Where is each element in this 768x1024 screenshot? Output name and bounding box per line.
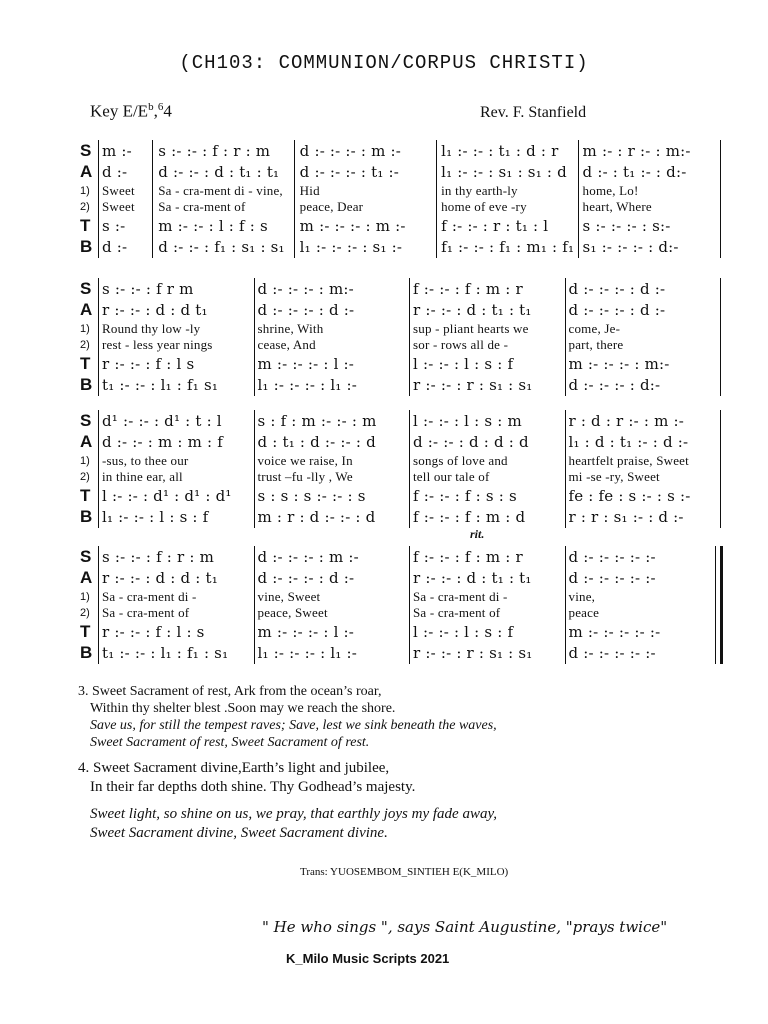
composer: Rev. F. Stanfield bbox=[480, 104, 587, 121]
row-label: S bbox=[80, 141, 92, 160]
bar-line bbox=[98, 278, 99, 396]
measure-cell: f :- :- : f : s : s bbox=[413, 487, 517, 505]
measure-cell: r :- :- : d : t₁ : t₁ bbox=[413, 301, 532, 319]
voice-row bbox=[80, 236, 720, 258]
measure-cell: r :- :- : d : t₁ : t₁ bbox=[413, 569, 532, 587]
lyric-cell: come, Je- bbox=[568, 321, 621, 336]
lyric-cell: sor - rows all de - bbox=[413, 337, 509, 352]
bar-line bbox=[565, 546, 566, 664]
row-label: B bbox=[80, 237, 93, 256]
verse-3-line: Save us, for still the tempest raves; Save, lest we sink beneath the waves, bbox=[90, 718, 497, 733]
verse-4-line: In their far depths doth shine. Thy Godhead’s majesty. bbox=[90, 779, 416, 795]
page-title: (CH103: COMMUNION/CORPUS CHRISTI) bbox=[179, 52, 589, 74]
row-label: 1) bbox=[80, 323, 90, 335]
measure-cell: d :- :- :- :- :- bbox=[568, 548, 656, 566]
measure-cell: m :- :- : l : f : s bbox=[158, 217, 268, 235]
measure-cell: t₁ :- :- : l₁ : f₁ s₁ bbox=[102, 376, 219, 394]
lyric-cell: trust –fu -lly , We bbox=[257, 469, 353, 484]
lyric-cell: Sweet bbox=[102, 183, 135, 198]
row-label: 1) bbox=[80, 591, 90, 603]
bar-line bbox=[409, 278, 410, 396]
voice-row bbox=[80, 353, 720, 375]
lyric-cell: -sus, to thee our bbox=[102, 453, 189, 468]
measure-cell: d :- :- :- : m:- bbox=[257, 280, 354, 298]
bar-line bbox=[720, 278, 721, 396]
lyric-row bbox=[80, 198, 720, 216]
voice-row bbox=[80, 431, 720, 453]
measure-cell: d :- :- :- : d :- bbox=[257, 301, 355, 319]
measure-cell: s :- bbox=[102, 217, 126, 235]
measure-cell: r :- :- : r : s₁ : s₁ bbox=[413, 644, 533, 662]
lyric-cell: Sa - cra-ment di - vine, bbox=[158, 183, 283, 198]
voice-row bbox=[80, 621, 720, 643]
lyric-cell: tell our tale of bbox=[413, 469, 490, 484]
measure-cell: d :- :- :- : d :- bbox=[568, 280, 666, 298]
lyric-cell: peace, Sweet bbox=[257, 605, 328, 620]
measure-cell: f :- :- : f : m : r bbox=[413, 280, 523, 298]
measure-cell: d :- :- :- : t₁ :- bbox=[299, 163, 400, 181]
voice-row bbox=[80, 567, 720, 589]
measure-cell: f₁ :- :- : f₁ : m₁ : f₁ bbox=[441, 238, 575, 256]
bar-line bbox=[294, 140, 295, 258]
verse-4-line: Sweet Sacrament divine, Sweet Sacrament divine. bbox=[90, 825, 388, 841]
lyric-cell: Sweet bbox=[102, 199, 135, 214]
row-label: T bbox=[80, 216, 91, 235]
bar-line bbox=[254, 410, 255, 528]
lyric-cell: home of eve -ry bbox=[441, 199, 527, 214]
lyric-cell: home, Lo! bbox=[582, 183, 639, 198]
bar-line bbox=[720, 410, 721, 528]
row-label: 1) bbox=[80, 185, 90, 197]
measure-cell: r :- :- : d : d : t₁ bbox=[102, 569, 218, 587]
measure-cell: d :- :- :- : d:- bbox=[568, 376, 661, 394]
lyric-cell: Sa - cra-ment di - bbox=[102, 589, 197, 604]
measure-cell: d :- : t₁ :- : d:- bbox=[582, 163, 687, 181]
measure-cell: l :- :- : d¹ : d¹ : d¹ bbox=[102, 487, 232, 505]
bar-line bbox=[409, 546, 410, 664]
bar-line bbox=[409, 410, 410, 528]
measure-cell: s : s : s :- :- : s bbox=[257, 487, 366, 505]
bar-line bbox=[720, 140, 721, 258]
measure-cell: m :- bbox=[102, 142, 132, 160]
row-label: A bbox=[80, 300, 93, 319]
measure-cell: r :- :- : r : s₁ : s₁ bbox=[413, 376, 533, 394]
measure-cell: l₁ :- :- : l : s : f bbox=[102, 508, 209, 526]
bar-line bbox=[254, 278, 255, 396]
lyric-row bbox=[80, 604, 720, 622]
lyric-cell: sup - pliant hearts we bbox=[413, 321, 529, 336]
measure-cell: l₁ : d : t₁ :- : d :- bbox=[568, 433, 689, 451]
measure-cell: d :- :- :- : m :- bbox=[299, 142, 402, 160]
measure-cell: l₁ :- :- :- : s₁ :- bbox=[299, 238, 403, 256]
measure-cell: d :- :- : m : m : f bbox=[102, 433, 223, 451]
measure-cell: f :- :- : f : m : r bbox=[413, 548, 523, 566]
lyric-cell: Sa - cra-ment of bbox=[158, 199, 246, 214]
verse-3 bbox=[78, 683, 497, 751]
voice-row bbox=[80, 215, 720, 237]
lyric-cell: heart, Where bbox=[582, 199, 652, 214]
row-label: B bbox=[80, 375, 93, 394]
row-label: 1) bbox=[80, 455, 90, 467]
voice-row bbox=[80, 546, 720, 568]
measure-cell: d :- :- : d : d : d bbox=[413, 433, 529, 451]
measure-cell: m :- : r :- : m:- bbox=[582, 142, 691, 160]
lyric-cell: rest - less year nings bbox=[102, 337, 213, 352]
row-label: A bbox=[80, 432, 93, 451]
lyric-cell: Sa - cra-ment of bbox=[102, 605, 190, 620]
lyric-cell: cease, And bbox=[257, 337, 316, 352]
measure-cell: r :- :- : f : l s bbox=[102, 355, 195, 373]
row-label: T bbox=[80, 354, 91, 373]
measure-cell: d :- :- :- : d :- bbox=[568, 301, 666, 319]
measure-cell: s : f : m :- :- : m bbox=[257, 412, 377, 430]
row-label: B bbox=[80, 643, 93, 662]
measure-cell: l :- :- : l : s : f bbox=[413, 623, 514, 641]
lyric-cell: shrine, With bbox=[257, 321, 324, 336]
measure-cell: d :- :- :- :- :- bbox=[568, 644, 656, 662]
augustine-quote: " He who sings ", says Saint Augustine, "prays twice" bbox=[262, 918, 668, 936]
voice-row bbox=[80, 506, 720, 528]
measure-cell: r :- :- : d : d t₁ bbox=[102, 301, 208, 319]
measure-cell: d :- bbox=[102, 238, 128, 256]
lyric-cell: vine, bbox=[568, 589, 596, 604]
lyric-cell: peace bbox=[568, 605, 600, 620]
measure-cell: d :- :- : d : t₁ : t₁ bbox=[158, 163, 280, 181]
measure-cell: s :- :- : f : r : m bbox=[102, 548, 214, 566]
lyric-cell: in thy earth-ly bbox=[441, 183, 518, 198]
time-bottom: 4 bbox=[163, 101, 172, 121]
row-label: A bbox=[80, 162, 93, 181]
verse-4-line: Sweet light, so shine on us, we pray, that earthly joys my fade away, bbox=[90, 806, 498, 822]
lyric-row bbox=[80, 468, 720, 486]
measure-cell: f :- :- : r : t₁ : l bbox=[441, 217, 549, 235]
row-label: T bbox=[80, 622, 91, 641]
footer-credit: K_Milo Music Scripts 2021 bbox=[286, 951, 450, 966]
measure-cell: l₁ :- :- : t₁ : d : r bbox=[441, 142, 559, 160]
measure-cell: m :- :- :- : m :- bbox=[299, 217, 406, 235]
lyric-cell: vine, Sweet bbox=[257, 589, 321, 604]
voice-row bbox=[80, 140, 720, 162]
measure-cell: d :- :- : f₁ : s₁ : s₁ bbox=[158, 238, 285, 256]
lyric-row bbox=[80, 336, 720, 354]
bar-line bbox=[254, 546, 255, 664]
measure-cell: m :- :- :- : m:- bbox=[568, 355, 670, 373]
time-top: 6 bbox=[157, 101, 164, 113]
bar-line bbox=[565, 278, 566, 396]
bar-line bbox=[565, 410, 566, 528]
voice-row bbox=[80, 485, 720, 507]
voice-row bbox=[80, 374, 720, 396]
ritardando-marking: rit. bbox=[470, 527, 485, 541]
translator-credit: Trans: YUOSEMBOM_SINTIEH E(K_MILO) bbox=[300, 866, 509, 878]
measure-group bbox=[98, 199, 720, 215]
bar-line bbox=[720, 546, 723, 664]
measure-cell: t₁ :- :- : l₁ : f₁ : s₁ bbox=[102, 644, 229, 662]
lyric-cell: Round thy low -ly bbox=[102, 321, 201, 336]
measure-cell: d¹ :- :- : d¹ : t : l bbox=[102, 412, 222, 430]
measure-cell: m :- :- :- : l :- bbox=[257, 623, 355, 641]
measure-cell: l₁ :- :- :- : l₁ :- bbox=[257, 644, 358, 662]
bar-line bbox=[578, 140, 579, 258]
row-label: 2) bbox=[80, 471, 90, 483]
lyric-cell: Hid bbox=[299, 183, 320, 198]
measure-cell: s₁ :- :- :- : d:- bbox=[582, 238, 679, 256]
row-label: 2) bbox=[80, 339, 90, 351]
measure-cell: m :- :- :- : l :- bbox=[257, 355, 355, 373]
measure-group bbox=[98, 142, 720, 160]
measure-cell: d :- bbox=[102, 163, 128, 181]
row-label: B bbox=[80, 507, 93, 526]
measure-cell: d :- :- :- : m :- bbox=[257, 548, 359, 566]
lyric-cell: Sa - cra-ment of bbox=[413, 605, 501, 620]
measure-group bbox=[98, 183, 720, 199]
row-label: S bbox=[80, 547, 92, 566]
key-text: Key E/E bbox=[90, 101, 149, 121]
final-bar-line bbox=[715, 546, 716, 664]
lyric-cell: heartfelt praise, Sweet bbox=[568, 453, 689, 468]
row-label: T bbox=[80, 486, 91, 505]
key-sep: , bbox=[153, 101, 158, 121]
measure-group bbox=[98, 238, 720, 256]
measure-group bbox=[98, 163, 720, 181]
lyric-cell: Sa - cra-ment di - bbox=[413, 589, 508, 604]
measure-cell: l₁ :- :- : s₁ : s₁ : d bbox=[441, 163, 567, 181]
lyric-cell: in thine ear, all bbox=[102, 469, 183, 484]
row-label: 2) bbox=[80, 201, 90, 213]
verse-3-line: 3. Sweet Sacrament of rest, Ark from the ocean’s roar, bbox=[78, 684, 382, 699]
measure-cell: l :- :- : l : s : f bbox=[413, 355, 514, 373]
bar-line bbox=[98, 140, 99, 258]
bar-line bbox=[98, 410, 99, 528]
measure-cell: d :- :- :- : d :- bbox=[257, 569, 355, 587]
key-signature bbox=[90, 101, 172, 122]
measure-cell: r :- :- : f : l : s bbox=[102, 623, 205, 641]
voice-row bbox=[80, 299, 720, 321]
measure-cell: r : r : s₁ :- : d :- bbox=[568, 508, 684, 526]
measure-cell: s :- :- : f : r : m bbox=[158, 142, 271, 160]
measure-cell: l₁ :- :- :- : l₁ :- bbox=[257, 376, 358, 394]
measure-cell: fe : fe : s :- : s :- bbox=[568, 487, 691, 505]
lyric-cell: songs of love and bbox=[413, 453, 508, 468]
row-label: 2) bbox=[80, 607, 90, 619]
bar-line bbox=[436, 140, 437, 258]
voice-row bbox=[80, 642, 720, 664]
measure-cell: d : t₁ : d :- :- : d bbox=[257, 433, 376, 451]
measure-group bbox=[98, 217, 720, 235]
voice-row bbox=[80, 161, 720, 183]
measure-cell: m :- :- :- :- :- bbox=[568, 623, 661, 641]
lyric-cell: mi -se -ry, Sweet bbox=[568, 469, 660, 484]
key-flat: b bbox=[148, 101, 154, 113]
lyric-cell: part, there bbox=[568, 337, 624, 352]
row-label: S bbox=[80, 411, 92, 430]
measure-cell: s :- :- :- : s:- bbox=[582, 217, 671, 235]
voice-row bbox=[80, 410, 720, 432]
lyric-cell: peace, Dear bbox=[299, 199, 364, 214]
voice-row bbox=[80, 278, 720, 300]
verse-4 bbox=[78, 759, 497, 843]
bar-line bbox=[152, 140, 153, 258]
verse-3-line: Sweet Sacrament of rest, Sweet Sacrament of rest. bbox=[90, 735, 370, 750]
measure-cell: f :- :- : f : m : d bbox=[413, 508, 526, 526]
row-label: A bbox=[80, 568, 93, 587]
verse-3-line: Within thy shelter blest .Soon may we reach the shore. bbox=[90, 701, 396, 716]
lyric-cell: voice we raise, In bbox=[257, 453, 353, 468]
measure-cell: l :- :- : l : s : m bbox=[413, 412, 522, 430]
measure-cell: r : d : r :- : m :- bbox=[568, 412, 685, 430]
measure-cell: s :- :- : f r m bbox=[102, 280, 194, 298]
measure-cell: d :- :- :- :- :- bbox=[568, 569, 656, 587]
measure-cell: m : r : d :- :- : d bbox=[257, 508, 376, 526]
row-label: S bbox=[80, 279, 92, 298]
bar-line bbox=[98, 546, 99, 664]
verse-4-line: 4. Sweet Sacrament divine,Earth’s light and jubilee, bbox=[78, 760, 390, 776]
